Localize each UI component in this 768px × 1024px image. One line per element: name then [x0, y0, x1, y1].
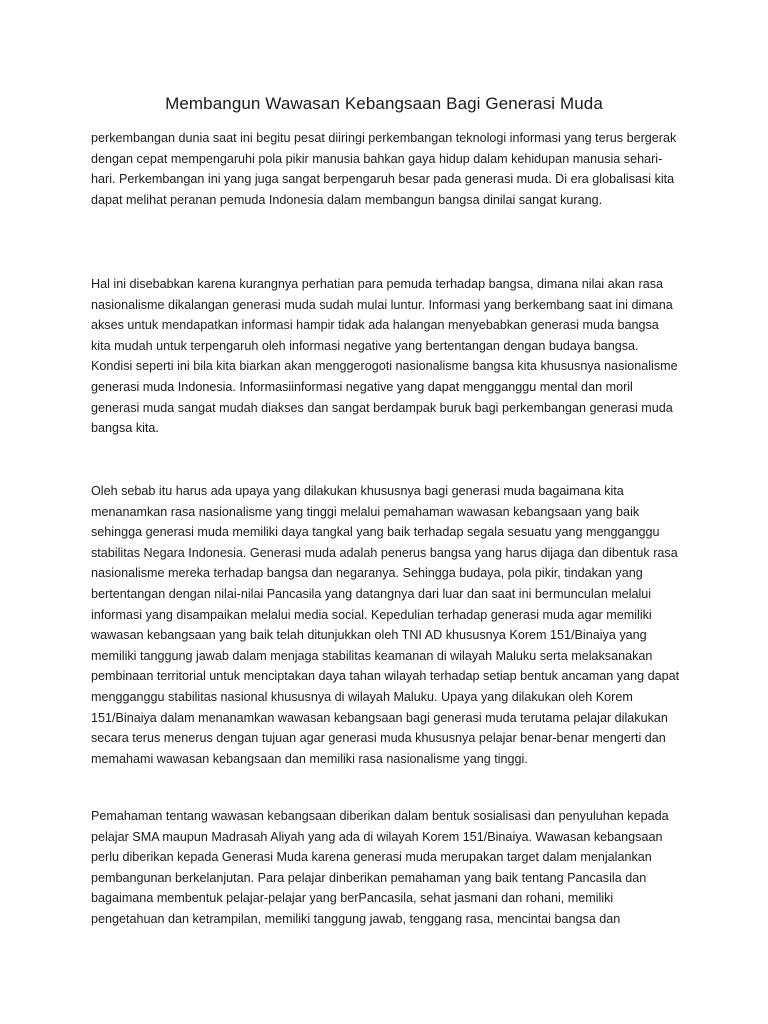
paragraph-2: Hal ini disebabkan karena kurangnya perhatian para pemuda terhadap bangsa, dimana nilai akan rasa nasionalisme dikalangan generasi muda sudah mulai luntur. Informasi yang berkembang saat ini dimana akses untuk mendapatkan informasi hampir tidak ada halangan menyebabkan generasi muda bangsa kita mudah untuk terpengaruh oleh informasi negative yang bertentangan dengan budaya bangsa. Kondisi seperti ini bila kita biarkan akan menggerogoti nasionalisme bangsa kita khususnya nasionalisme generasi muda Indonesia. Informasiinformasi negative yang dapat mengganggu mental dan moril generasi muda sangat mudah diakses dan sangat berdampak buruk bagi perkembangan generasi muda bangsa kita.	[91, 277, 678, 436]
paragraph-3: Oleh sebab itu harus ada upaya yang dilakukan khususnya bagi generasi muda bagaimana kita menanamkan rasa nasionalisme yang tinggi melalui pemahaman wawasan kebangsaan yang baik sehingga generasi muda memiliki daya tangkal yang baik terhadap segala sesuatu yang mengganggu stabilitas Negara Indonesia. Generasi muda adalah penerus bangsa yang harus dijaga dan dibentuk rasa nasionalisme mereka terhadap bangsa dan negaranya. Sehingga budaya, pola pikir, tindakan yang bertentangan dengan nilai-nilai Pancasila yang datangnya dari luar dan saat ini bermunculan melalui informasi yang disampaikan melalui media social. Kepedulian terhadap generasi muda agar memiliki wawasan kebangsaan yang baik telah ditunjukkan oleh TNI AD khususnya Korem 151/Binaiya yang memiliki tanggung jawab dalam menjaga stabilitas keamanan di wilayah Maluku serta melaksanakan pembinaan territorial untuk menciptakan daya tahan wilayah terhadap setiap bentuk ancaman yang dapat mengganggu stabilitas nasional khususnya di wilayah Maluku. Upaya yang dilakukan oleh Korem 151/Binaiya dalam menanamkan wawasan kebangsaan bagi generasi muda terutama pelajar dilakukan secara terus menerus dengan tujuan agar generasi muda khususnya pelajar benar-benar mengerti dan memahami wawasan kebangsaan dan memiliki rasa nasionalisme yang tinggi.	[91, 484, 680, 766]
document-title: Membangun Wawasan Kebangsaan Bagi Generasi Muda	[165, 94, 603, 113]
paragraph-4: Pemahaman tentang wawasan kebangsaan diberikan dalam bentuk sosialisasi dan penyuluhan kepada pelajar SMA maupun Madrasah Aliyah yang ada di wilayah Korem 151/Binaiya. Wawasan kebangsaan perlu diberikan kepada Generasi Muda karena generasi muda merupakan target dalam menjalankan pembangunan berkelanjutan. Para pelajar dinberikan pemahaman yang baik tentang Pancasila dan bagaimana membentuk pelajar-pelajar yang berPancasila, sehat jasmani dan rohani, memiliki pengetahuan dan ketrampilan, memiliki tanggung jawab, tenggang rasa, mencintai bangsa dan	[91, 809, 669, 926]
paragraph-1: perkembangan dunia saat ini begitu pesat diiringi perkembangan teknologi informasi yang terus bergerak dengan cepat mempengaruhi pola pikir manusia bahkan gaya hidup dalam kehidupan manusia sehari-hari. Perkembangan ini yang juga sangat berpengaruh besar pada generasi muda. Di era globalisasi kita dapat melihat peranan pemuda Indonesia dalam membangun bangsa dinilai sangat kurang.	[91, 131, 677, 207]
